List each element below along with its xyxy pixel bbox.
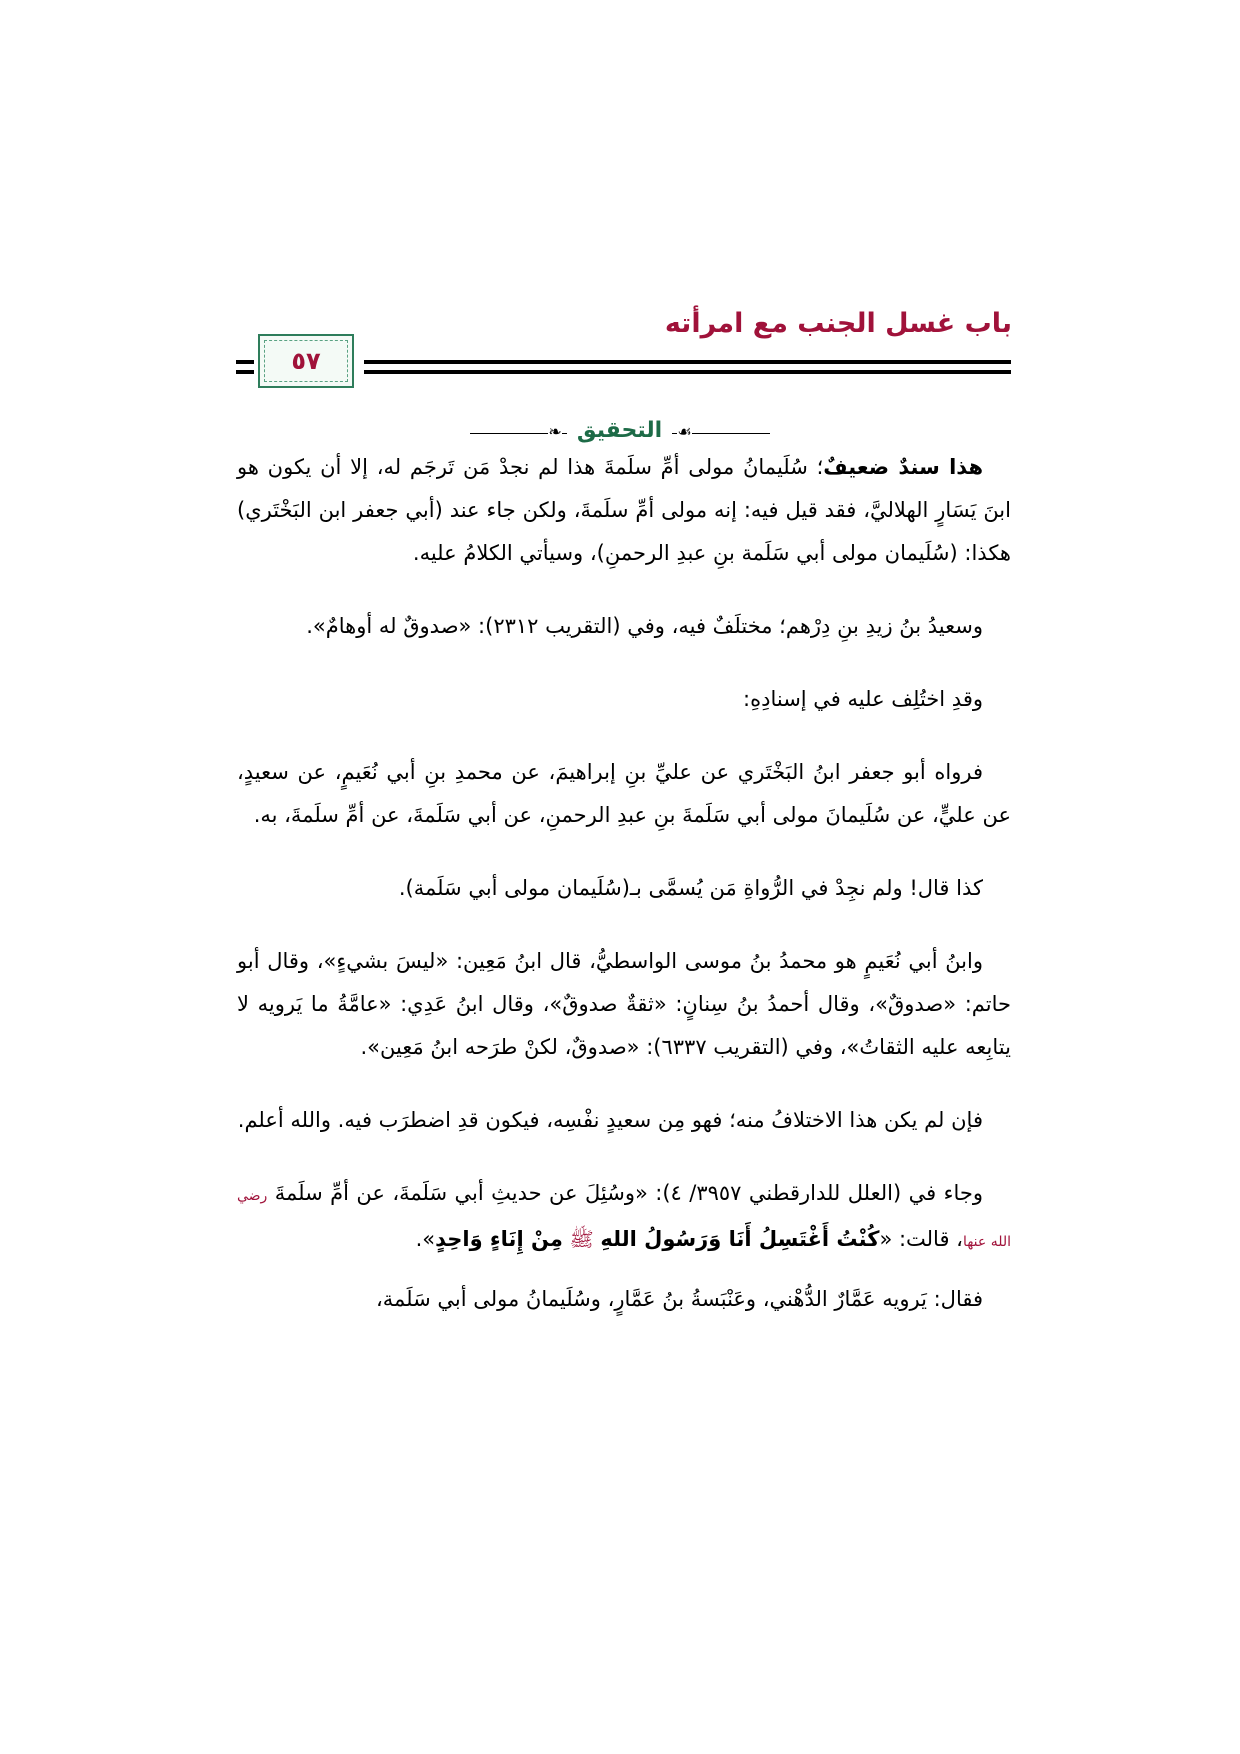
paragraph: وسعيدُ بنُ زيدِ بنِ دِرْهم؛ مختلَفٌ فيه، وفي (التقريب ٢٣١٢): «صدوقٌ له أوهامٌ». bbox=[306, 614, 983, 638]
header-rule-top bbox=[364, 360, 1011, 364]
section-heading bbox=[0, 418, 1240, 443]
honorific-glyph: رضي الله عنها bbox=[237, 1188, 1011, 1250]
hadith-quote: مِنْ إِنَاءٍ وَاحِدٍ bbox=[435, 1227, 563, 1251]
paragraph: كذا قال! ولم نجِدْ في الرُّواةِ مَن يُسمَّى بـ(سُلَيمان مولى أبي سَلَمة). bbox=[398, 876, 983, 900]
hadith-quote: كُنْتُ أَغْتَسِلُ أَنَا وَرَسُولُ اللهِ bbox=[600, 1227, 880, 1251]
paragraph: وابنُ أبي نُعَيمٍ هو محمدُ بنُ موسى الواسطيُّ، قال ابنُ مَعِين: «ليسَ بشيءٍ»، وقال أبو حاتم: «صدوقٌ»، وقال أحمدُ بنُ سِنانٍ: «ثقةٌ صدوقٌ»، وقال ابنُ عَدِي: «عامَّةُ ما يَرويه لا يتابِعه عليه الثقاتُ»، وفي (التقريب ٦٣٣٧): «صدوقٌ، لكنْ طرَحه ابنُ مَعِين». bbox=[237, 949, 1011, 1059]
section-title: التحقيق bbox=[567, 418, 672, 443]
paragraph: فإن لم يكن هذا الاختلافُ منه؛ فهو مِن سعيدٍ نفْسِه، فيكون قدِ اضطرَب فيه. والله أعلم. bbox=[237, 1108, 983, 1132]
page-number: ٥٧ bbox=[291, 347, 321, 375]
ornament-icon: ❧ bbox=[548, 422, 562, 441]
paragraph: فرواه أبو جعفر ابنُ البَخْتَري عن عليِّ بنِ إبراهيمَ، عن محمدِ بنِ أبي نُعَيمٍ، عن سعيدٍ، عن عليٍّ، عن سُلَيمانَ مولى أبي سَلَمةَ بنِ عبدِ الرحمنِ، عن أبي سَلَمةَ، عن أمِّ سلَمةَ، به. bbox=[237, 760, 1011, 827]
chapter-title: باب غسل الجنب مع امرأته bbox=[664, 308, 1012, 339]
paragraph-text: ؛ سُلَيمانُ مولى أمِّ سلَمةَ هذا لم نجدْ مَن تَرجَم له، إلا أن يكون هو ابنَ يَسَارٍ الهلاليَّ، فقد قيل فيه: إنه مولى أمِّ سلَمةَ، ولكن جاء عند (أبي جعفر ابن البَخْتَري) هكذا: (سُلَيمان مولى أبي سَلَمة بنِ عبدِ الرحمنِ)، وسيأتي الكلامُ عليه. bbox=[237, 455, 1011, 565]
header-rule-bottom bbox=[364, 370, 1011, 374]
paragraph bbox=[237, 1172, 1011, 1264]
body-text bbox=[237, 446, 1011, 1351]
paragraph-text: ، قالت: « bbox=[879, 1227, 963, 1251]
ornament-icon: ☙ bbox=[677, 422, 692, 441]
header-rule-left-top bbox=[236, 360, 254, 364]
paragraph-text: ». bbox=[415, 1227, 436, 1251]
paragraph: وقدِ اختُلِف عليه في إسنادِهِ: bbox=[743, 687, 983, 711]
paragraph-text: وجاء في (العلل للدارقطني ٣٩٥٧/ ٤): «وسُئِلَ عن حديثِ أبي سَلَمةَ، عن أمِّ سلَمةَ bbox=[267, 1181, 983, 1205]
paragraph bbox=[237, 446, 1011, 575]
paragraph: فقال: يَرويه عَمَّارٌ الدُّهْني، وعَنْبَسةُ بنُ عَمَّارٍ، وسُلَيمانُ مولى أبي سَلَمة، bbox=[375, 1287, 983, 1311]
honorific-glyph: ﷺ bbox=[569, 1227, 594, 1251]
page-number-frame bbox=[258, 334, 354, 388]
bold-phrase: هذا سندٌ ضعيفٌ bbox=[823, 455, 984, 479]
header-rule-left-bottom bbox=[236, 370, 254, 374]
